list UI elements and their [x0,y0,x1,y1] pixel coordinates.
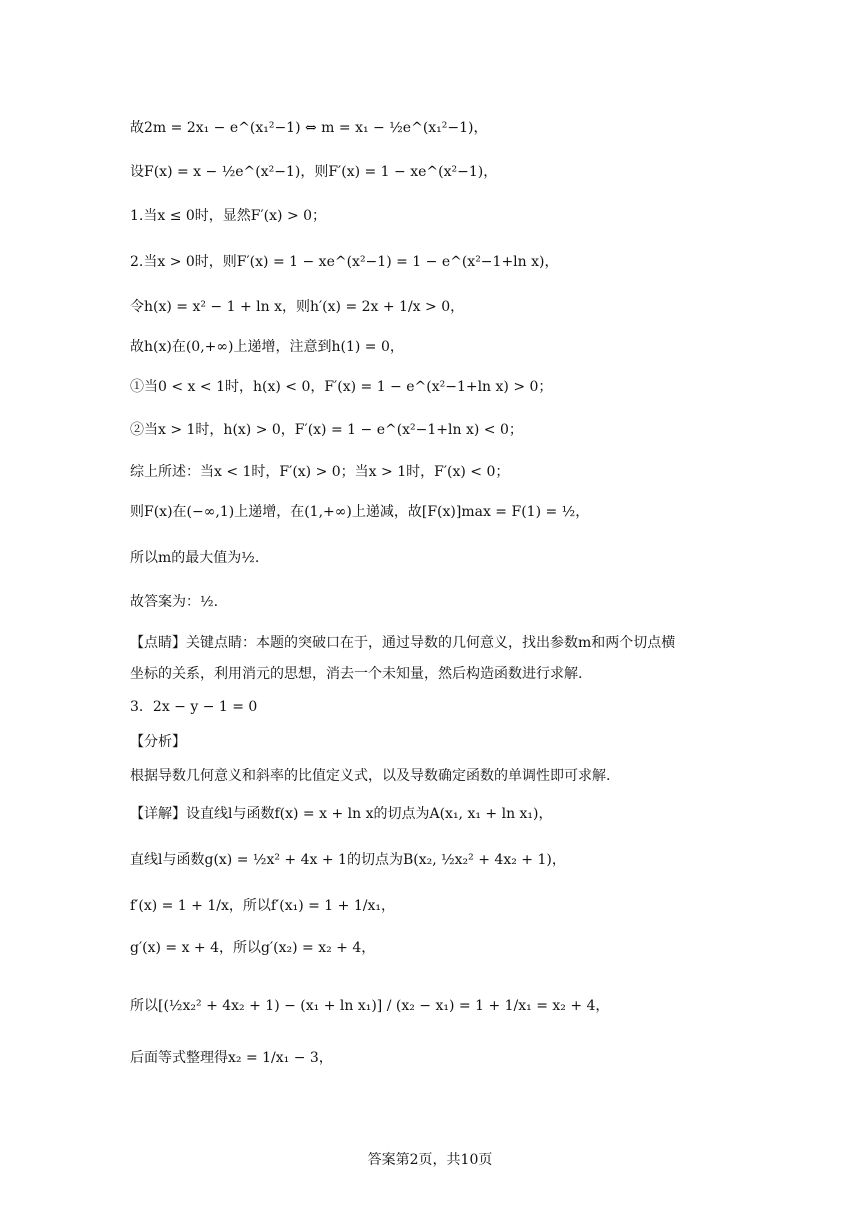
text-line: 坐标的关系，利用消元的思想，消去一个未知量，然后构造函数进行求解. [130,666,583,682]
text-line: 则F(x)在(−∞,1)上递增，在(1,+∞)上递减，故[F(x)]max = F(1) = ½， [130,504,590,520]
text-line: 故答案为：½. [130,594,219,610]
text-line: 【点睛】关键点睛：本题的突破口在于，通过导数的几何意义，找出参数m和两个切点横 [130,635,676,651]
text-line: 所以m的最大值为½. [130,550,260,566]
text-line: 故2m = 2x₁ − e^(x₁²−1) ⇔ m = x₁ − ½e^(x₁²−1)， [130,120,488,136]
text-line: 【分析】 [130,734,186,750]
text-line: 直线l与函数g(x) = ½x² + 4x + 1的切点为B(x₂, ½x₂² + 4x₂ + 1)， [130,852,566,868]
text-line: 令h(x) = x² − 1 + ln x，则h′(x) = 2x + 1/x > 0， [130,299,465,315]
text-line: 后面等式整理得x₂ = 1/x₁ − 3， [130,1050,333,1066]
text-line: 故h(x)在(0,+∞)上递增，注意到h(1) = 0， [130,339,404,355]
text-line: f′(x) = 1 + 1/x，所以f′(x₁) = 1 + 1/x₁， [130,898,395,914]
text-line: 2.当x > 0时，则F′(x) = 1 − xe^(x²−1) = 1 − e^(x²−1+ln x)， [130,254,559,270]
text-line: 所以[(½x₂² + 4x₂ + 1) − (x₁ + ln x₁)] / (x₂ − x₁) = 1 + 1/x₁ = x₂ + 4， [130,998,610,1014]
text-line: ①当0 < x < 1时，h(x) < 0，F′(x) = 1 − e^(x²−1+ln x) > 0； [130,379,553,395]
text-line: g′(x) = x + 4，所以g′(x₂) = x₂ + 4， [130,940,376,956]
text-line: 综上所述：当x < 1时，F′(x) > 0；当x > 1时，F′(x) < 0； [130,464,510,480]
text-line: 根据导数几何意义和斜率的比值定义式，以及导数确定函数的单调性即可求解. [130,768,611,784]
text-line: 设F(x) = x − ½e^(x²−1)，则F′(x) = 1 − xe^(x²−1)， [130,164,498,180]
text-line: 【详解】设直线l与函数f(x) = x + ln x的切点为A(x₁, x₁ + ln x₁)， [130,806,553,822]
text-line: ②当x > 1时，h(x) > 0，F′(x) = 1 − e^(x²−1+ln x) < 0； [130,422,523,438]
page-footer: 答案第2页，共10页 [367,1152,493,1168]
text-line: 3．2x − y − 1 = 0 [130,699,258,715]
text-line: 1.当x ≤ 0时，显然F′(x) > 0； [130,208,327,224]
